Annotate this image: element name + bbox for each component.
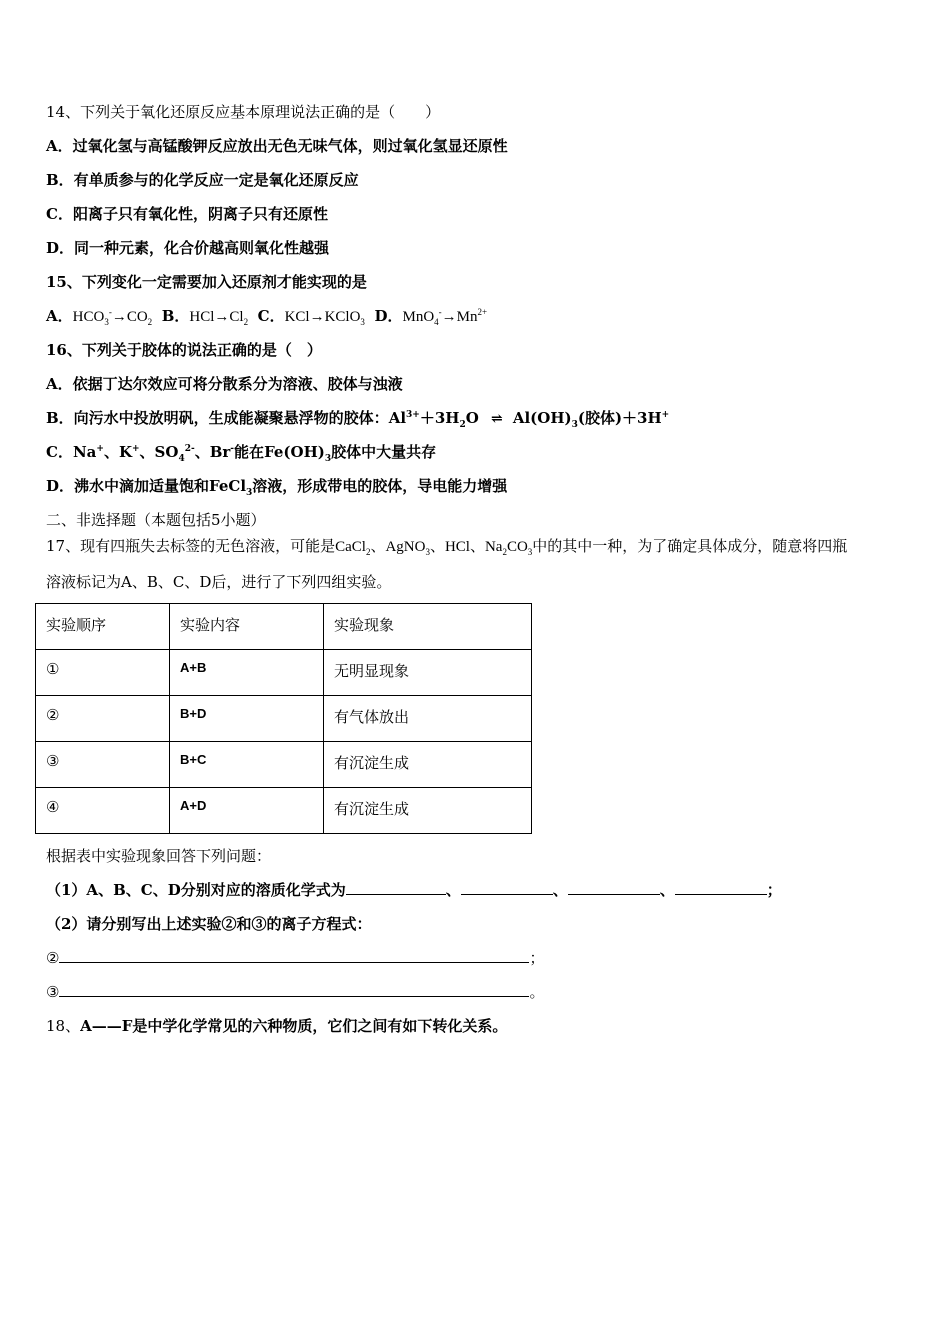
- table-cell: 无明显现象: [324, 650, 532, 696]
- table-cell: ③: [36, 742, 170, 788]
- q15-options: [46, 306, 487, 327]
- experiment-table: [35, 603, 532, 834]
- q16-option-b: B．向污水中投放明矾，生成能凝聚悬浮物的胶体：$Al^{3+}+3H_2O$ ⇌ $Al(OH)_3$(胶体)＋3H+: [46, 409, 670, 430]
- answer-blank-a[interactable]: [346, 880, 446, 895]
- table-cell: ④: [36, 788, 170, 834]
- q15-b-text: $HCl\to Cl_2$: [189, 309, 249, 327]
- q17-intro: 根据表中实验现象回答下列问题：: [46, 847, 272, 865]
- table-row: [36, 650, 532, 696]
- q16-option-c: C．Na+、K+、$SO_4^{2-}$、Br-能在$Fe(OH)_3$胶体中大量共存: [46, 443, 437, 464]
- q17-part2: （2）请分别写出上述实验②和③的离子方程式：: [46, 915, 372, 933]
- table-cell: ①: [36, 650, 170, 696]
- equation-blank-2[interactable]: [59, 948, 529, 963]
- table-header-row: [36, 604, 532, 650]
- q17-stem-line1: 17、现有四瓶失去标签的无色溶液，可能是CaCl$_2$、AgNO$_3$、HCl、$Na_2CO_3$中的其中一种，为了确定具体成分，随意将四瓶: [46, 537, 848, 557]
- table-cell: ②: [36, 696, 170, 742]
- q14-option-b: B．有单质参与的化学反应一定是氧化还原反应: [46, 171, 359, 189]
- table-header-cell: 实验顺序: [36, 604, 170, 650]
- table-cell: 有沉淀生成: [324, 742, 532, 788]
- reversible-arrow-icon: ⇌: [490, 411, 501, 427]
- q16-stem: 16、下列关于胶体的说法正确的是（ ）: [46, 341, 322, 359]
- answer-blank-d[interactable]: [675, 880, 767, 895]
- q15-a-text: $HCO_3^-\to CO_2$: [72, 307, 153, 327]
- q16-option-a: A．依据丁达尔效应可将分散系分为溶液、胶体与浊液: [46, 375, 403, 393]
- q15-c-text: KCl→KClO$_3$: [284, 309, 365, 327]
- q14-option-a: A．过氧化氢与高锰酸钾反应放出无色无味气体，则过氧化氢显还原性: [46, 137, 508, 155]
- q15-c-label: C．: [257, 307, 285, 325]
- table-row: [36, 788, 532, 834]
- table-row: [36, 696, 532, 742]
- equation-blank-3[interactable]: [59, 982, 529, 997]
- table-cell: B+D: [170, 696, 324, 742]
- section-heading: 二、非选择题（本题包括5小题）: [46, 511, 266, 529]
- q15-b-label: B．: [161, 307, 190, 325]
- table-cell: 有气体放出: [324, 696, 532, 742]
- table-row: [36, 742, 532, 788]
- q17-stem-line2: 溶液标记为A、B、C、D后，进行了下列四组实验。: [46, 573, 392, 591]
- q14-stem: 14、下列关于氧化还原反应基本原理说法正确的是（ ）: [46, 103, 441, 121]
- table-header-cell: 实验内容: [170, 604, 324, 650]
- table-cell: A+B: [170, 650, 324, 696]
- table-cell: 有沉淀生成: [324, 788, 532, 834]
- q14-option-c: C．阳离子只有氧化性，阴离子只有还原性: [46, 205, 328, 223]
- table-header-cell: 实验现象: [324, 604, 532, 650]
- table-cell: B+C: [170, 742, 324, 788]
- q17-part1: （1）A、B、C、D分别对应的溶质化学式为 、 、 、 ；: [46, 881, 782, 899]
- q15-stem: 15、下列变化一定需要加入还原剂才能实现的是: [46, 273, 367, 291]
- q17-part2-eq3: ③ 。: [46, 983, 545, 1001]
- q18-stem: 18、A——F是中学化学常见的六种物质，它们之间有如下转化关系。: [46, 1017, 508, 1035]
- q14-option-d: D．同一种元素，化合价越高则氧化性越强: [46, 239, 330, 257]
- q15-a-label: A．: [46, 307, 73, 325]
- q15-d-label: D．: [374, 307, 403, 325]
- answer-blank-b[interactable]: [461, 880, 553, 895]
- q16-option-d: D．沸水中滴加适量饱和FeCl$_3$溶液，形成带电的胶体，导电能力增强: [46, 477, 508, 498]
- answer-blank-c[interactable]: [568, 880, 660, 895]
- table-cell: A+D: [170, 788, 324, 834]
- q15-d-text: $MnO_4^-\to Mn^{2+}$: [402, 307, 488, 327]
- q17-part2-eq2: ② ；: [46, 949, 545, 967]
